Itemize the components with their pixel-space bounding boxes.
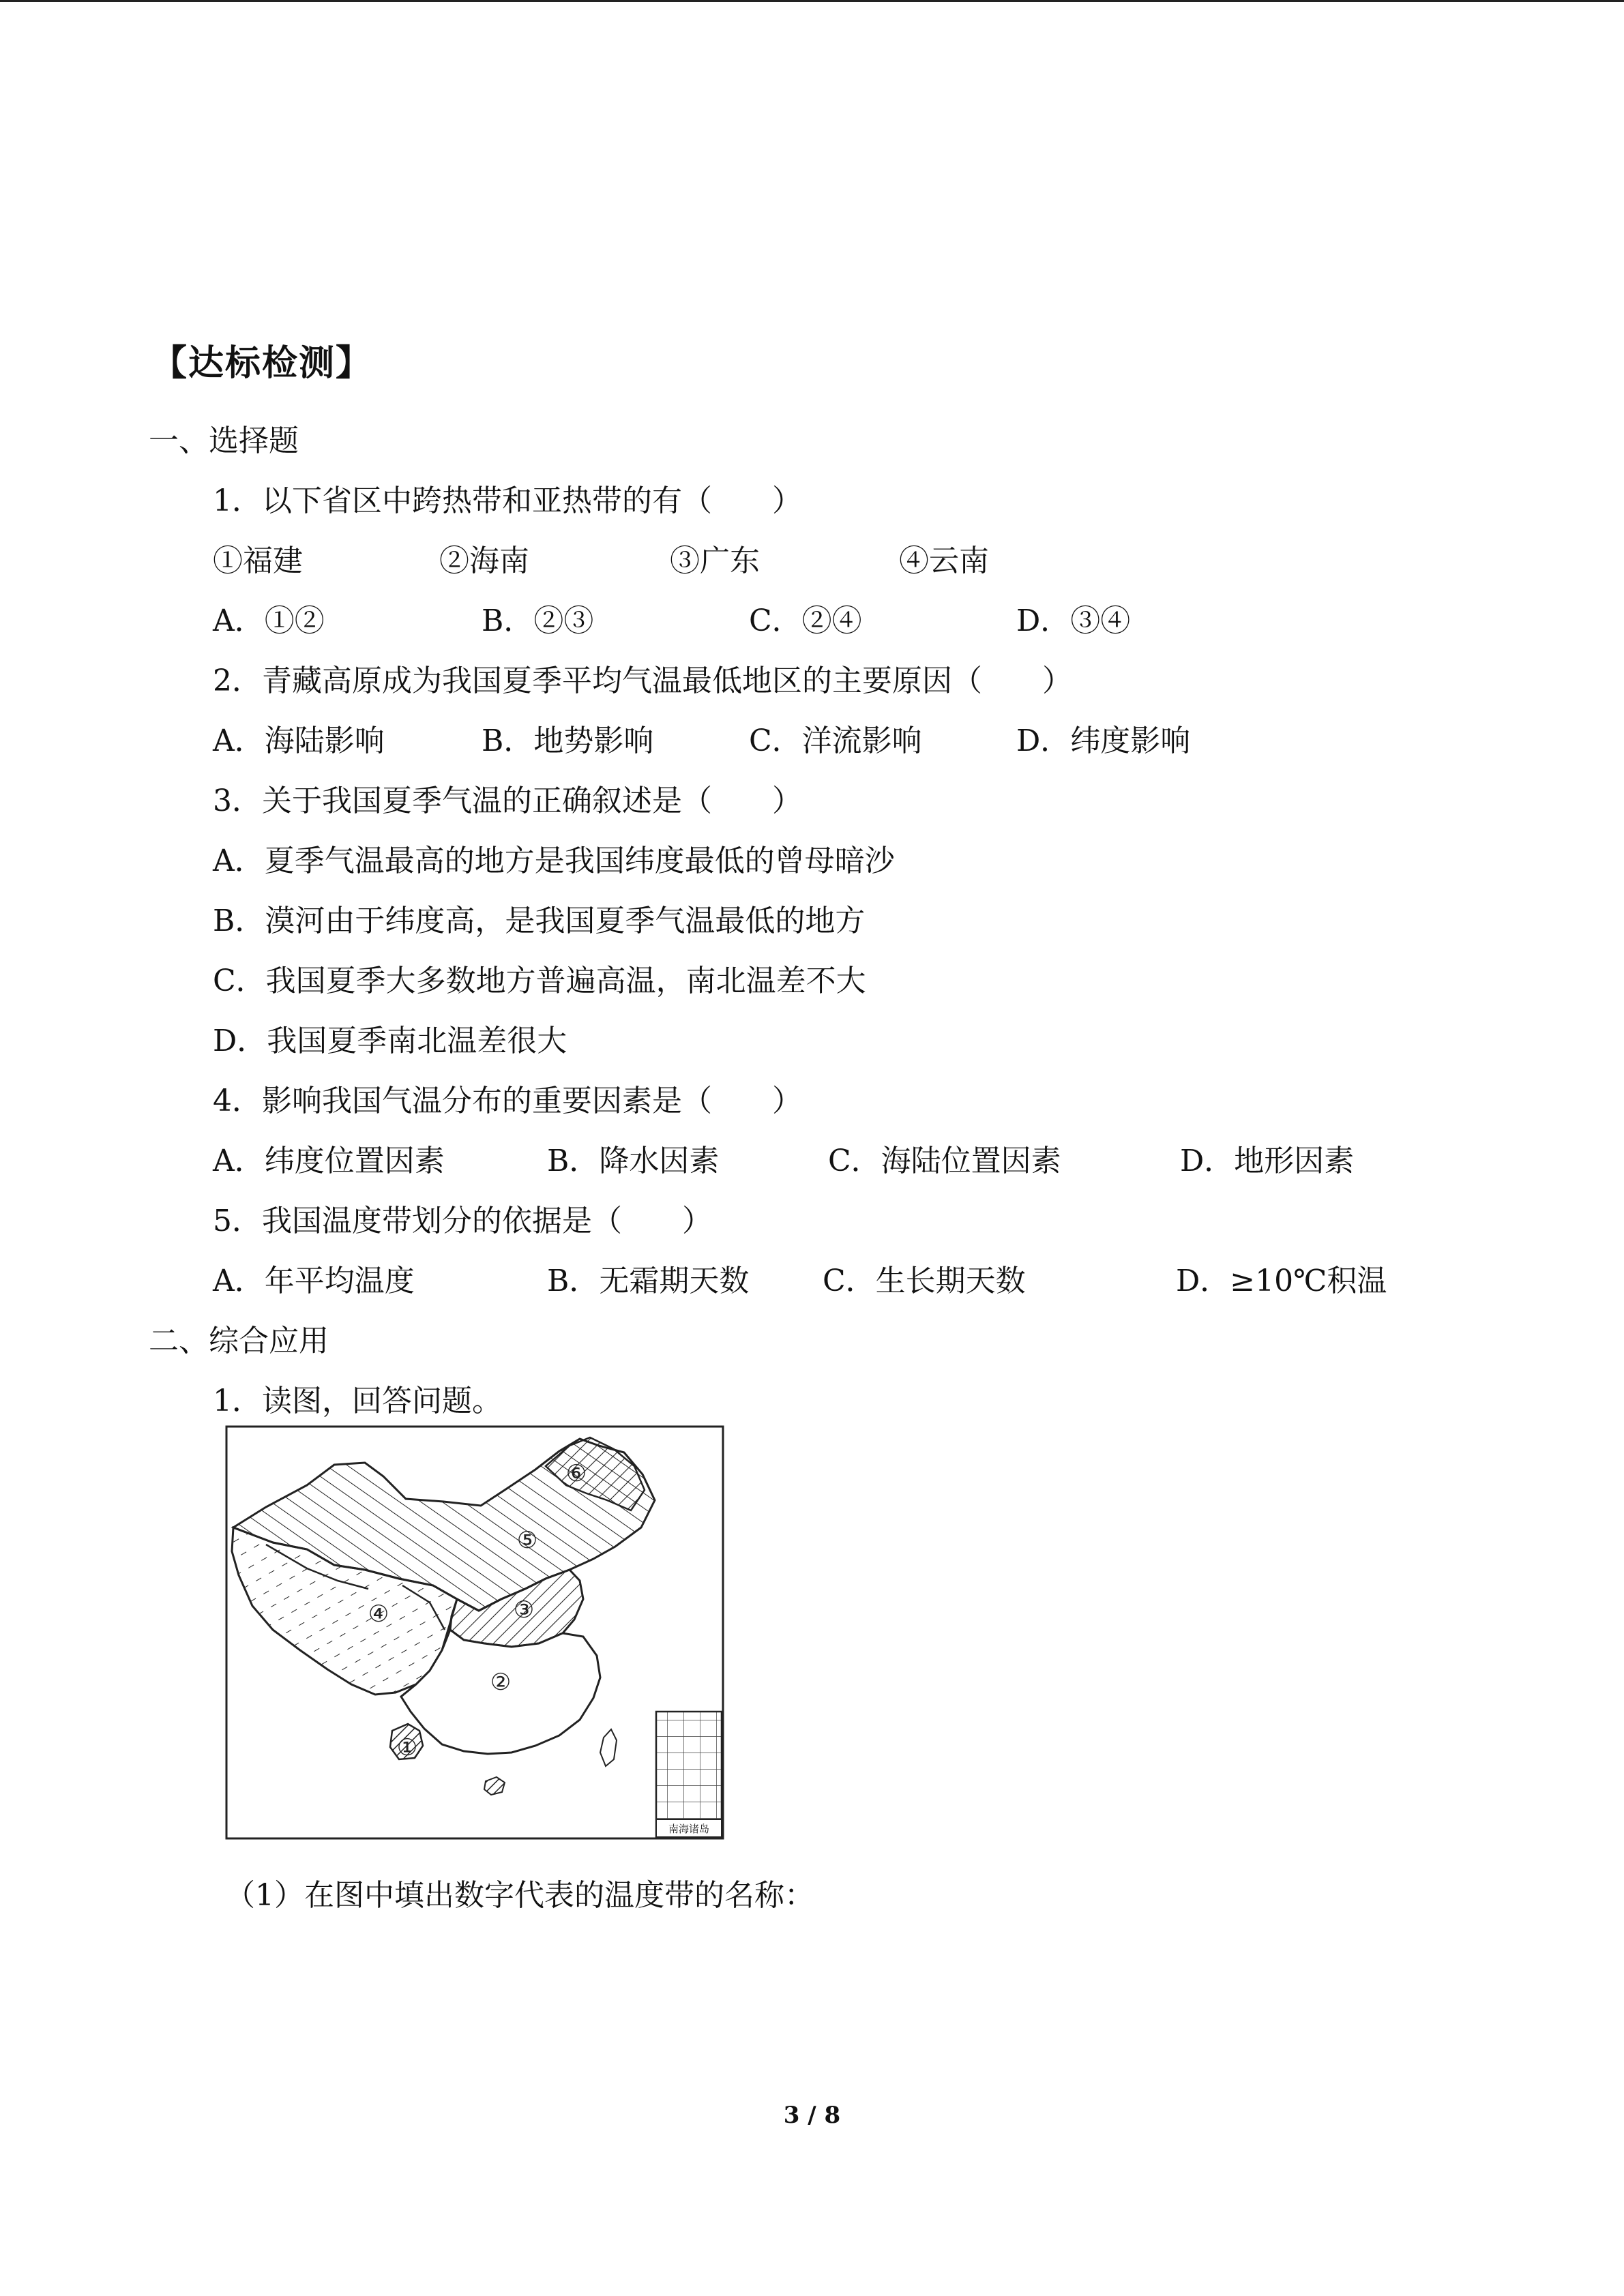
zone-label-3: ③ [513, 1596, 535, 1624]
inset-label: 南海诸岛 [668, 1823, 710, 1835]
q1-item-2: ②海南 [439, 543, 529, 578]
q1-item-1: ①福建 [213, 543, 303, 578]
q4-option-a: A．纬度位置因素 [213, 1144, 445, 1178]
q4-option-c: C．海陆位置因素 [828, 1144, 1061, 1178]
zone-label-6: ⑥ [565, 1460, 587, 1487]
zone-label-5: ⑤ [516, 1527, 538, 1554]
q5-stem: 5．我国温度带划分的依据是（ ） [213, 1204, 712, 1238]
q2-stem: 2．青藏高原成为我国夏季平均气温最低地区的主要原因（ ） [213, 664, 1072, 698]
q3-option-c: C．我国夏季大多数地方普遍高温，南北温差不大 [213, 964, 866, 998]
q3-option-a: A．夏季气温最高的地方是我国纬度最低的曾母暗沙 [213, 844, 895, 878]
q4-option-b: B．降水因素 [547, 1144, 720, 1178]
q4-stem: 4．影响我国气温分布的重要因素是（ ） [213, 1084, 802, 1118]
q4-option-d: D．地形因素 [1180, 1144, 1355, 1178]
q2-option-b: B．地势影响 [482, 724, 654, 758]
s2-q1-stem: 1．读图，回答问题。 [213, 1384, 502, 1418]
zone-label-4: ④ [368, 1600, 389, 1628]
q5-option-c: C．生长期天数 [823, 1264, 1026, 1298]
china-temperature-zones-map [225, 1425, 724, 1840]
q2-option-d: D．纬度影响 [1016, 724, 1191, 758]
q2-option-a: A．海陆影响 [213, 724, 385, 758]
q2-option-c: C．洋流影响 [749, 724, 922, 758]
q1-option-d: D．③④ [1016, 603, 1131, 638]
s2-sub1: （1）在图中填出数字代表的温度带的名称： [225, 1878, 814, 1913]
zone-label-2: ② [490, 1669, 512, 1696]
q1-stem: 1．以下省区中跨热带和亚热带的有（ ） [213, 483, 802, 518]
q3-option-b: B．漠河由于纬度高，是我国夏季气温最低的地方 [213, 904, 866, 938]
q1-option-a: A．①② [213, 603, 325, 638]
q3-stem: 3．关于我国夏季气温的正确叙述是（ ） [213, 784, 802, 818]
q5-option-a: A．年平均温度 [213, 1264, 415, 1298]
south-china-sea-inset [656, 1712, 722, 1837]
q1-option-b: B．②③ [482, 603, 594, 638]
zone-label-1: ① [396, 1734, 418, 1761]
q3-option-d: D．我国夏季南北温差很大 [213, 1024, 567, 1058]
q5-option-b: B．无霜期天数 [547, 1264, 750, 1298]
section1-title: 一、选择题 [149, 423, 299, 458]
temperature-zone-map [225, 1425, 724, 1840]
q1-item-4: ④云南 [899, 543, 989, 578]
page-number: 3 / 8 [783, 2102, 841, 2129]
section-heading: 【达标检测】 [151, 342, 373, 384]
section2-title: 二、综合应用 [149, 1324, 329, 1358]
q5-option-d: D．≥10℃积温 [1176, 1264, 1387, 1298]
q1-item-3: ③广东 [670, 543, 760, 578]
q1-option-c: C．②④ [749, 603, 862, 638]
